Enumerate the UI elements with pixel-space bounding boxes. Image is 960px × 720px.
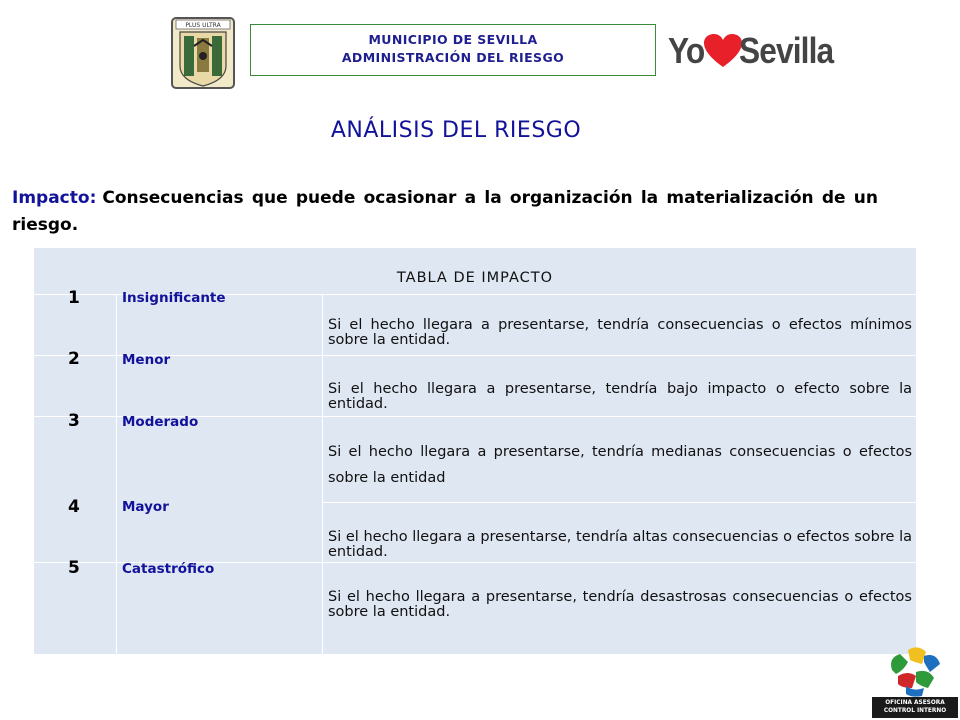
heart-icon (703, 33, 743, 69)
table-title: TABLA DE IMPACTO (396, 270, 554, 286)
office-logo-label (872, 697, 958, 718)
impact-level-number: 5 (68, 558, 80, 578)
impact-level-description: Si el hecho llegara a presentarse, tendría altas consecuencias o efectos sobre la entidad. (328, 529, 912, 560)
yo-amo-sevilla-logo (668, 30, 846, 72)
office-label-line1: OFICINA ASESORA (885, 700, 945, 706)
impact-definition (12, 185, 878, 239)
impact-table (34, 248, 916, 654)
row-divider (322, 502, 916, 503)
column-divider (116, 294, 117, 654)
impact-level-number: 3 (68, 411, 80, 431)
column-divider (322, 294, 323, 654)
impact-level-number: 2 (68, 349, 80, 369)
impact-level-description: Si el hecho llegara a presentarse, tendría consecuencias o efectos mínimos sobre la entidad. (328, 317, 912, 348)
impact-level-name: Menor (122, 352, 171, 368)
municipal-crest-logo (170, 16, 236, 90)
impact-level-name: Mayor (122, 499, 169, 515)
department-name: ADMINISTRACIÓN DEL RIESGO (341, 50, 565, 65)
impact-level-name: Catastrófico (122, 561, 215, 577)
impact-level-description: Si el hecho llegara a presentarse, tendría desastrosas consecuencias o efectos sobre la entidad. (328, 589, 912, 620)
impact-level-description: Si el hecho llegara a presentarse, tendría bajo impacto o efecto sobre la entidad. (328, 381, 912, 412)
organization-header-box (250, 24, 656, 76)
impact-level-description: Si el hecho llegara a presentarse, tendría medianas consecuencias o efectos sobre la entidad (328, 444, 912, 486)
definition-term: Impacto: (12, 188, 97, 208)
brand-yo-text: Yo (668, 30, 705, 71)
page-title: ANÁLISIS DEL RIESGO (330, 118, 582, 143)
definition-text: Consecuencias que puede ocasionar a la organización la materialización de un riesgo. (12, 188, 878, 235)
brand-city-text: Sevilla (739, 30, 834, 71)
impact-level-number: 1 (68, 288, 80, 308)
impact-level-name: Insignificante (122, 290, 226, 306)
office-label-line2: CONTROL INTERNO (883, 708, 947, 714)
impact-level-name: Moderado (122, 414, 199, 430)
crest-motto-text: PLUS ULTRA (185, 22, 221, 29)
impact-level-number: 4 (68, 497, 80, 517)
organization-name: MUNICIPIO DE SEVILLA (368, 32, 538, 47)
